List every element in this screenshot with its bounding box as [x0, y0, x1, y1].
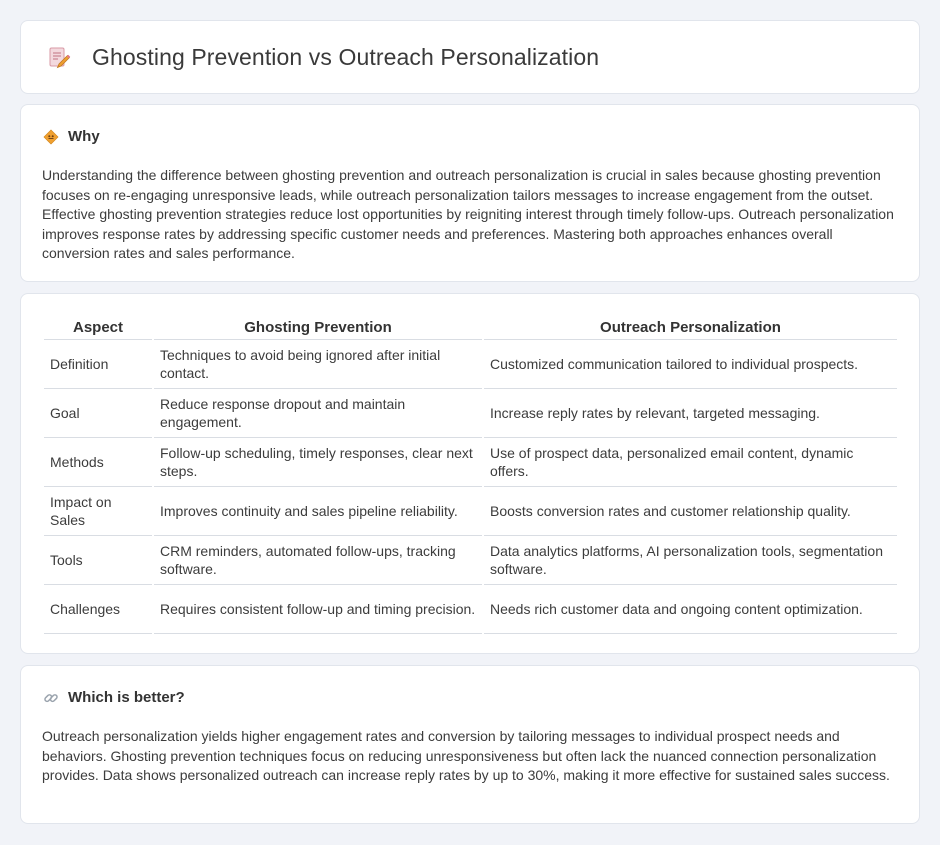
table-row: [44, 585, 897, 634]
row-aspect: Impact on Sales: [44, 487, 152, 536]
why-section: [20, 104, 920, 282]
row-ghosting-prevention: Techniques to avoid being ignored after initial contact.: [154, 340, 482, 389]
row-ghosting-prevention: Requires consistent follow-up and timing precision.: [154, 585, 482, 634]
diamond-sign-icon: [43, 129, 59, 145]
table-row: [44, 340, 897, 389]
row-aspect: Definition: [44, 340, 152, 389]
row-aspect: Tools: [44, 536, 152, 585]
row-ghosting-prevention: Reduce response dropout and maintain engagement.: [154, 389, 482, 438]
link-icon: [43, 690, 59, 706]
better-heading: [43, 689, 185, 706]
row-outreach-personalization: Use of prospect data, personalized email content, dynamic offers.: [484, 438, 897, 487]
why-heading: [43, 128, 100, 145]
table-row: [44, 438, 897, 487]
comparison-section: [20, 293, 920, 654]
header-outreach-personalization: Outreach Personalization: [484, 314, 897, 340]
row-ghosting-prevention: Follow-up scheduling, timely responses, clear next steps.: [154, 438, 482, 487]
row-aspect: Goal: [44, 389, 152, 438]
better-text: Outreach personalization yields higher engagement rates and conversion by tailoring messages to individual prospect needs and behaviors. Ghosting prevention techniques focus on reducing unresponsiveness but often lack the nuanced connection personalization provides. Data shows personalized outreach can increase reply rates by up to 30%, making it more effective for sustained sales success.: [42, 728, 890, 783]
header-ghosting-prevention: Ghosting Prevention: [154, 314, 482, 340]
page-title: Ghosting Prevention vs Outreach Personalization: [92, 44, 600, 70]
row-outreach-personalization: Customized communication tailored to individual prospects.: [484, 340, 897, 389]
row-outreach-personalization: Increase reply rates by relevant, targeted messaging.: [484, 389, 897, 438]
better-title: Which is better?: [68, 689, 185, 706]
row-outreach-personalization: Data analytics platforms, AI personalization tools, segmentation software.: [484, 536, 897, 585]
which-is-better-section: [20, 665, 920, 824]
row-aspect: Methods: [44, 438, 152, 487]
row-aspect: Challenges: [44, 585, 152, 634]
comparison-table: [42, 314, 899, 634]
header-aspect: Aspect: [44, 314, 152, 340]
table-header-row: [44, 314, 897, 340]
table-row: [44, 389, 897, 438]
why-text: Understanding the difference between ghosting prevention and outreach personalization is crucial in sales because ghosting prevention focuses on re-engaging unresponsive leads, while outreach personalization tailors messages to increase engagement from the outset. Effective ghosting prevention strategies reduce lost opportunities by reigniting interest through timely follow-ups. Outreach personalization improves response rates by addressing specific customer needs and preferences. Mastering both approaches enhances overall conversion rates and sales performance.: [42, 167, 894, 261]
header-card: [20, 20, 920, 94]
row-outreach-personalization: Needs rich customer data and ongoing content optimization.: [484, 585, 897, 634]
row-ghosting-prevention: CRM reminders, automated follow-ups, tracking software.: [154, 536, 482, 585]
row-outreach-personalization: Boosts conversion rates and customer relationship quality.: [484, 487, 897, 536]
document-pencil-icon: [47, 46, 71, 70]
row-ghosting-prevention: Improves continuity and sales pipeline reliability.: [154, 487, 482, 536]
table-row: [44, 487, 897, 536]
table-row: [44, 536, 897, 585]
why-title: Why: [68, 128, 100, 145]
